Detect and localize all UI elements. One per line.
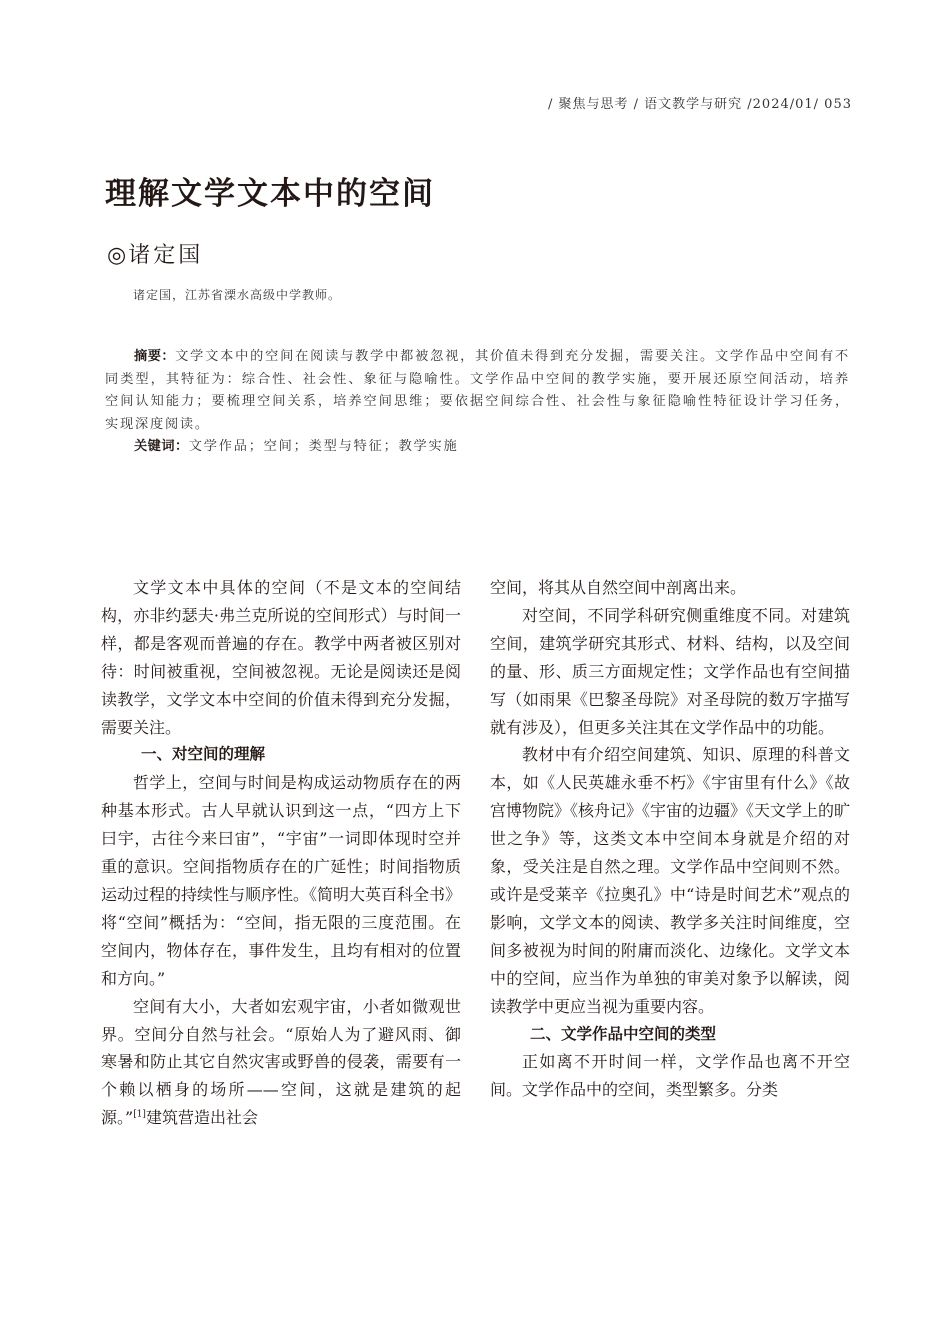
abstract-label: 摘要：	[134, 349, 176, 364]
body-column-left	[101, 574, 461, 1132]
author-mark-icon: ◎	[107, 243, 127, 268]
abstract-text: 文学文本中的空间在阅读与教学中都被忽视，其价值未得到充分发掘，需要关注。文学作品中空间有不同类型，其特征为：综合性、社会性、象征与隐喻性。文学作品中空间的教学实施，要开展还原空间活动，培养空间认知能力；要梳理空间关系，培养空间思维；要依据空间综合性、社会性与象征隐喻性特征设计学习任务，实现深度阅读。	[105, 349, 851, 432]
body-paragraph: 教材中有介绍空间建筑、知识、原理的科普文本，如《人民英雄永垂不朽》《宇宙里有什么》《故宫博物院》《核舟记》《宇宙的边疆》《天文学上的旷世之争》等，这类文本中空间本身就是介绍的对象，受关注是自然之理。文学作品中空间则不然。或许是受莱辛《拉奥孔》中“诗是时间艺术”观点的影响，文学文本的阅读、教学多关注时间维度，空间多被视为时间的附庸而淡化、边缘化。文学文本中的空间，应当作为单独的审美对象予以解读，阅读教学中更应当视为重要内容。	[490, 745, 851, 1016]
keywords-label: 关键词：	[134, 439, 189, 455]
section-heading: 一、对空间的理解	[141, 745, 266, 764]
author-line	[107, 238, 203, 269]
author-bio: 诸定国，江苏省溧水高级中学教师。	[133, 288, 342, 302]
body-column-right	[490, 574, 850, 1104]
body-paragraph: 哲学上，空间与时间是构成运动物质存在的两种基本形式。古人早就认识到这一点，“四方上下曰宇，古往今来曰宙”，“宇宙”一词即体现时空并重的意识。空间指物质存在的广延性；时间指物质运动过程的持续性与顺序性。《简明大英百科全书》将“空间”概括为：“空间，指无限的三度范围。在空间内，物体存在，事件发生，且均有相对的位置和方向。”	[101, 773, 462, 988]
keywords	[105, 436, 850, 459]
body-text: 建筑营造出社会	[145, 1108, 258, 1128]
reference-marker[interactable]: [1]	[133, 1109, 146, 1120]
body-paragraph: 文学文本中具体的空间（不是文本的空间结构，亦非约瑟夫·弗兰克所说的空间形式）与时间一样，都是客观而普遍的存在。教学中两者被区别对待：时间被重视，空间被忽视。无论是阅读还是阅读教学，文学文本中空间的价值未得到充分发掘，需要关注。	[101, 578, 461, 737]
section-heading: 二、文学作品中空间的类型	[530, 1024, 717, 1043]
abstract-block	[105, 346, 850, 459]
body-paragraph-continued: 空间，将其从自然空间中剖离出来。	[490, 578, 747, 597]
running-head: / 聚焦与思考 / 语文教学与研究 /2024/01/ 053	[547, 97, 852, 112]
body-paragraph: 正如离不开时间一样，文学作品也离不开空间。文学作品中的空间，类型繁多。分类	[490, 1052, 850, 1100]
author-name: 诸定国	[128, 243, 204, 268]
body-text: 空间有大小，大者如宏观宇宙，小者如微观世界。空间分自然与社会。“原始人为了避风雨、御寒暑和防止其它自然灾害或野兽的侵袭，需要有一个赖以栖身的场所——空间，这就是建筑的起源。”	[101, 996, 461, 1128]
body-paragraph	[101, 993, 461, 1133]
keywords-text: 文学作品；空间；类型与特征；教学实施	[188, 439, 459, 455]
body-paragraph: 对空间，不同学科研究侧重维度不同。对建筑空间，建筑学研究其形式、材料、结构，以及空间的量、形、质三方面规定性；文学作品也有空间描写（如雨果《巴黎圣母院》对圣母院的数万字描写就有涉及），但更多关注其在文学作品中的功能。	[490, 605, 850, 737]
article-title: 理解文学文本中的空间	[105, 176, 435, 212]
abstract	[105, 346, 850, 436]
